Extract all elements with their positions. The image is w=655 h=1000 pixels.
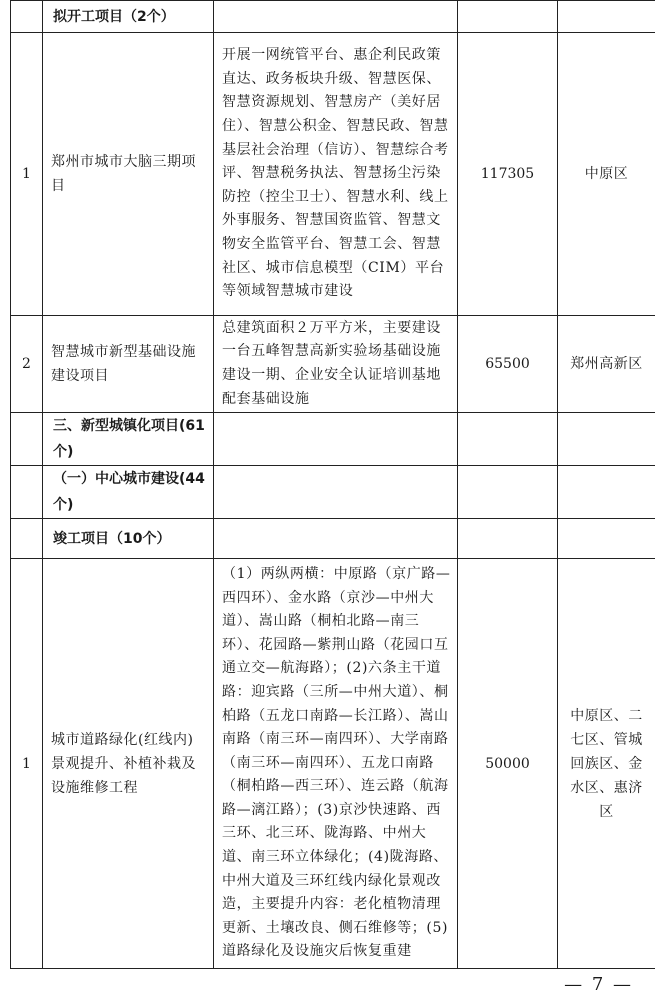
table-row: [11, 33, 655, 316]
project-name: 郑州市城市大脑三期项目: [43, 33, 214, 316]
investment-amount: 117305: [458, 33, 558, 316]
completed-header-row: [11, 519, 655, 559]
row-number: 1: [11, 33, 43, 316]
project-name: 智慧城市新型基础设施建设项目: [43, 316, 214, 413]
project-area: 郑州高新区: [558, 316, 655, 413]
investment-amount: 65500: [458, 316, 558, 413]
section-heading: 三、新型城镇化项目(61个): [43, 413, 214, 466]
completed-header: 竣工项目（10个）: [43, 519, 214, 559]
planned-header-row: [11, 1, 655, 33]
row-number: 2: [11, 316, 43, 413]
subsection-row: [11, 466, 655, 519]
project-area: 中原区、二七区、管城回族区、金水区、惠济区: [558, 559, 655, 969]
table-row: [11, 316, 655, 413]
project-content: 开展一网统管平台、惠企利民政策直达、政务板块升级、智慧医保、智慧资源规划、智慧房产（美好居住）、智慧公积金、智慧民政、智慧基层社会治理（信访）、智慧综合考评、智慧税务执法、智慧扬尘污染防控（控尘卫士）、智慧水利、线上外事服务、智慧国资监管、智慧文物安全监管平台、智慧工会、智慧社区、城市信息模型（CIM）平台等领域智慧城市建设: [214, 33, 458, 316]
project-name: 城市道路绿化(红线内)景观提升、补植补栽及设施维修工程: [43, 559, 214, 969]
project-area: 中原区: [558, 33, 655, 316]
subsection-heading: （一）中心城市建设(44个): [43, 466, 214, 519]
page-number: — 7 —: [564, 974, 633, 995]
section-row: [11, 413, 655, 466]
table-row: [11, 559, 655, 969]
project-table: [10, 0, 655, 969]
project-content: 总建筑面积２万平方米，主要建设一台五峰智慧高新实验场基础设施建设一期、企业安全认证培训基地配套基础设施: [214, 316, 458, 413]
row-number: 1: [11, 559, 43, 969]
investment-amount: 50000: [458, 559, 558, 969]
project-content: （1）两纵两横：中原路（京广路—西四环）、金水路（京沙—中州大道）、嵩山路（桐柏北路—南三环）、花园路—紫荆山路（花园口互通立交—航海路）；(2)六条主干道路：迎宾路（三所—中州大道）、桐柏路（五龙口南路—长江路）、嵩山南路（南三环—南四环）、大学南路（南三环—南四环）、五龙口南路（桐柏路—西三环）、连云路（航海路—漓江路）；(3)京沙快速路、西三环、北三环、陇海路、中州大道、南三环立体绿化；(4)陇海路、中州大道及三环红线内绿化景观改造，主要提升内容：老化植物清理更新、土壤改良、侧石维修等；(5)道路绿化及设施灾后恢复重建: [214, 559, 458, 969]
planned-header: 拟开工项目（2个）: [43, 1, 214, 33]
